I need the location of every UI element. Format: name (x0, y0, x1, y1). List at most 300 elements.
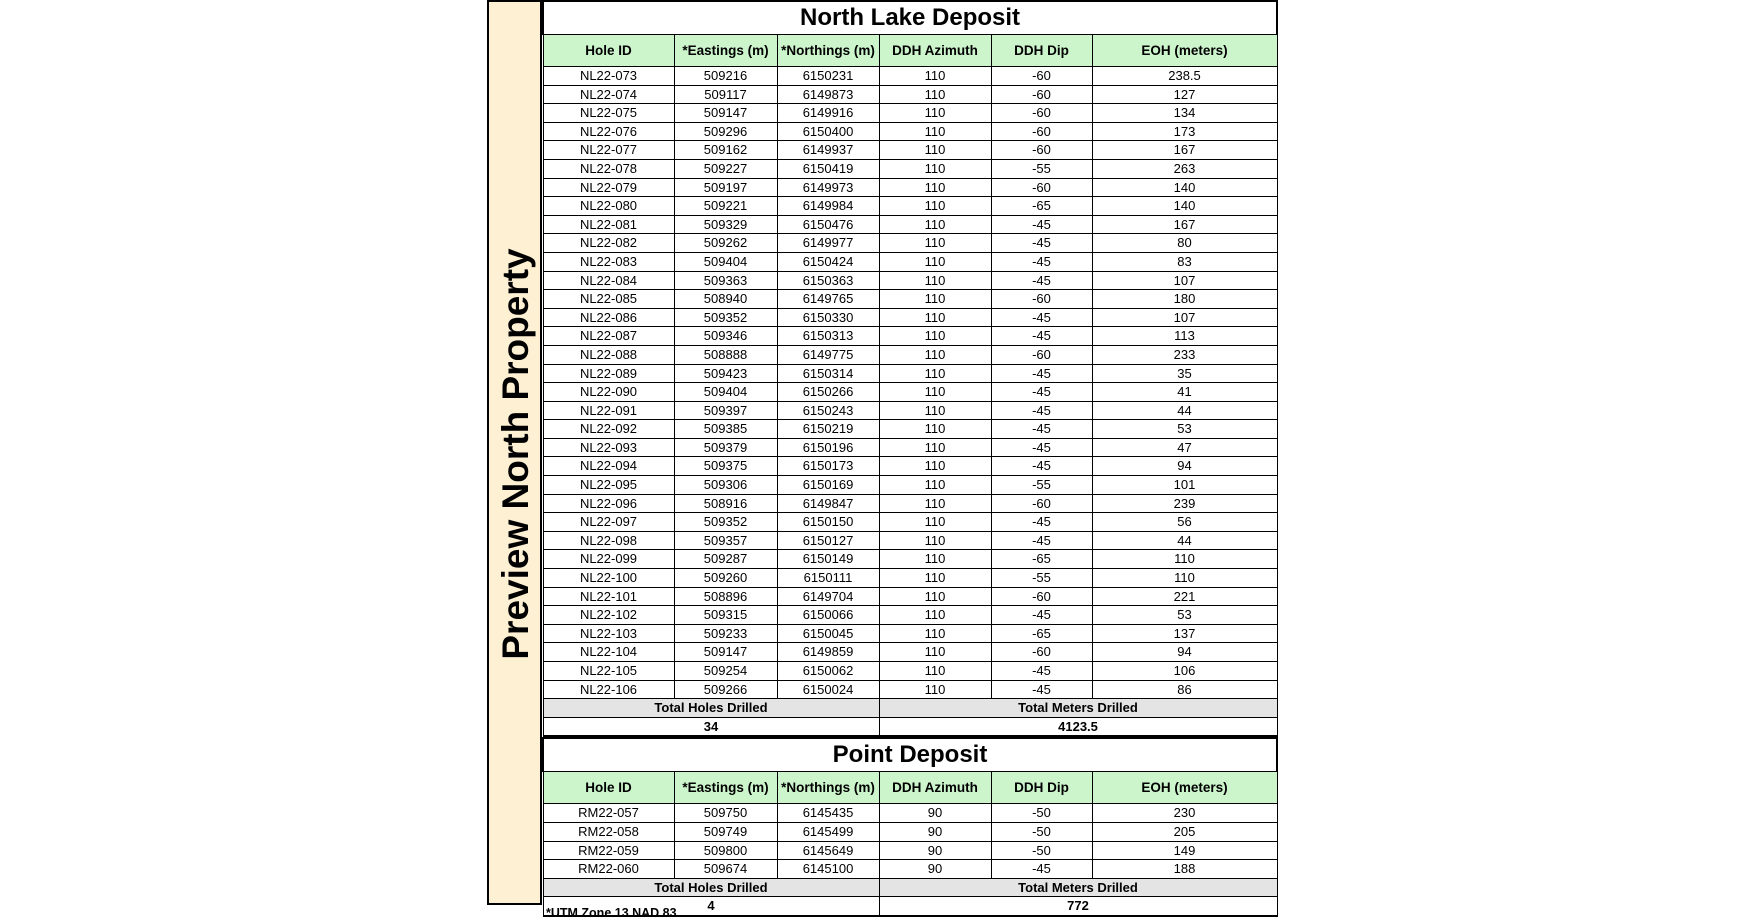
table-cell: 6149873 (777, 85, 879, 104)
table-cell: RM22-060 (543, 860, 674, 879)
column-header: EOH (meters) (1092, 35, 1277, 67)
table-row (543, 860, 1277, 879)
total-meters-label: Total Meters Drilled (879, 699, 1277, 718)
table-cell: 6149847 (777, 494, 879, 513)
table-cell: 110 (879, 494, 991, 513)
table-cell: 90 (879, 841, 991, 860)
table-cell: 110 (879, 476, 991, 495)
table-cell: NL22-095 (543, 476, 674, 495)
table-cell: NL22-086 (543, 308, 674, 327)
table-cell: RM22-057 (543, 804, 674, 823)
table-cell: 6150266 (777, 383, 879, 402)
table-cell: -45 (991, 438, 1092, 457)
table-cell: 110 (879, 85, 991, 104)
table-cell: 110 (879, 624, 991, 643)
table-cell: -60 (991, 494, 1092, 513)
table-cell: 509674 (674, 860, 777, 879)
total-holes-value: 4 (543, 897, 879, 916)
point-table (542, 737, 1278, 917)
table-cell: -45 (991, 364, 1092, 383)
column-header: DDH Dip (991, 35, 1092, 67)
table-cell: 6150173 (777, 457, 879, 476)
table-row (543, 569, 1277, 588)
column-header: Hole ID (543, 35, 674, 67)
table-cell: NL22-096 (543, 494, 674, 513)
table-row (543, 494, 1277, 513)
table-cell: 509357 (674, 531, 777, 550)
table-cell: 509404 (674, 252, 777, 271)
table-cell: 140 (1092, 197, 1277, 216)
table-cell: NL22-094 (543, 457, 674, 476)
table-cell: -65 (991, 624, 1092, 643)
table-cell: 6145435 (777, 804, 879, 823)
table-cell: -45 (991, 252, 1092, 271)
table-cell: -55 (991, 159, 1092, 178)
total-holes-label: Total Holes Drilled (543, 878, 879, 897)
table-cell: 509254 (674, 662, 777, 681)
table-cell: -50 (991, 841, 1092, 860)
footnote-text: *UTM Zone 13 NAD 83 (546, 906, 677, 920)
side-title-band (487, 0, 542, 905)
table-row (543, 215, 1277, 234)
table-cell: -45 (991, 401, 1092, 420)
table-cell: NL22-081 (543, 215, 674, 234)
table-cell: 6149859 (777, 643, 879, 662)
table-cell: 6149937 (777, 141, 879, 160)
table-row (543, 587, 1277, 606)
table-cell: -60 (991, 122, 1092, 141)
table-cell: NL22-092 (543, 420, 674, 439)
table-cell: NL22-079 (543, 178, 674, 197)
table-cell: 107 (1092, 308, 1277, 327)
table-row (543, 662, 1277, 681)
table-cell: 509329 (674, 215, 777, 234)
table-cell: -45 (991, 531, 1092, 550)
table-row (543, 531, 1277, 550)
table-cell: 6150062 (777, 662, 879, 681)
table-cell: NL22-084 (543, 271, 674, 290)
table-row (543, 85, 1277, 104)
table-cell: -45 (991, 513, 1092, 532)
table-cell: 509363 (674, 271, 777, 290)
table-row (543, 271, 1277, 290)
point-header-row (543, 772, 1277, 804)
table-cell: 80 (1092, 234, 1277, 253)
table-cell: 101 (1092, 476, 1277, 495)
table-cell: 110 (879, 234, 991, 253)
table-cell: 509423 (674, 364, 777, 383)
table-cell: -65 (991, 197, 1092, 216)
table-row (543, 178, 1277, 197)
table-cell: 6150363 (777, 271, 879, 290)
table-cell: -45 (991, 680, 1092, 699)
table-cell: 6150045 (777, 624, 879, 643)
table-cell: -60 (991, 290, 1092, 309)
table-row (543, 234, 1277, 253)
table-cell: 509379 (674, 438, 777, 457)
column-header: DDH Dip (991, 772, 1092, 804)
table-cell: 509750 (674, 804, 777, 823)
table-cell: 239 (1092, 494, 1277, 513)
table-cell: NL22-085 (543, 290, 674, 309)
total-holes-value: 34 (543, 717, 879, 736)
table-cell: 508896 (674, 587, 777, 606)
table-cell: 509216 (674, 67, 777, 86)
table-cell: 110 (1092, 569, 1277, 588)
table-row (543, 67, 1277, 86)
table-cell: 6150219 (777, 420, 879, 439)
table-row (543, 252, 1277, 271)
table-cell: 509197 (674, 178, 777, 197)
table-cell: 6150066 (777, 606, 879, 625)
table-cell: 6149704 (777, 587, 879, 606)
table-cell: RM22-058 (543, 822, 674, 841)
table-cell: 509233 (674, 624, 777, 643)
table-cell: -60 (991, 67, 1092, 86)
table-row (543, 643, 1277, 662)
table-cell: NL22-101 (543, 587, 674, 606)
table-cell: 6150313 (777, 327, 879, 346)
table-row (543, 364, 1277, 383)
table-cell: 110 (879, 457, 991, 476)
table-cell: 6150231 (777, 67, 879, 86)
table-cell: 6149977 (777, 234, 879, 253)
table-cell: 6145649 (777, 841, 879, 860)
table-cell: NL22-087 (543, 327, 674, 346)
table-cell: 110 (879, 215, 991, 234)
table-cell: 140 (1092, 178, 1277, 197)
table-row (543, 841, 1277, 860)
table-cell: 221 (1092, 587, 1277, 606)
table-cell: -45 (991, 234, 1092, 253)
table-cell: 6145499 (777, 822, 879, 841)
table-cell: 6149916 (777, 104, 879, 123)
table-cell: 509287 (674, 550, 777, 569)
table-cell: 508940 (674, 290, 777, 309)
table-cell: -50 (991, 804, 1092, 823)
table-cell: NL22-105 (543, 662, 674, 681)
table-cell: 110 (879, 606, 991, 625)
table-cell: NL22-073 (543, 67, 674, 86)
table-cell: -60 (991, 643, 1092, 662)
table-row (543, 457, 1277, 476)
table-cell: 509296 (674, 122, 777, 141)
side-title: Preview North Property (495, 248, 536, 660)
table-row (543, 122, 1277, 141)
table-cell: 6149973 (777, 178, 879, 197)
table-cell: 110 (879, 587, 991, 606)
table-cell: 44 (1092, 531, 1277, 550)
point-title: Point Deposit (543, 738, 1277, 772)
table-row (543, 624, 1277, 643)
table-cell: -45 (991, 271, 1092, 290)
table-cell: -45 (991, 662, 1092, 681)
drill-results-sheet (487, 0, 1276, 920)
table-cell: 127 (1092, 85, 1277, 104)
table-cell: NL22-091 (543, 401, 674, 420)
table-cell: 167 (1092, 215, 1277, 234)
table-cell: 509800 (674, 841, 777, 860)
table-cell: 509385 (674, 420, 777, 439)
table-cell: 35 (1092, 364, 1277, 383)
table-cell: 230 (1092, 804, 1277, 823)
table-cell: 90 (879, 804, 991, 823)
table-cell: 47 (1092, 438, 1277, 457)
table-cell: 6150476 (777, 215, 879, 234)
table-cell: 90 (879, 860, 991, 879)
table-cell: 110 (879, 420, 991, 439)
table-cell: NL22-076 (543, 122, 674, 141)
column-header: Hole ID (543, 772, 674, 804)
table-cell: 83 (1092, 252, 1277, 271)
table-cell: 509352 (674, 513, 777, 532)
table-row (543, 104, 1277, 123)
total-meters-label: Total Meters Drilled (879, 878, 1277, 897)
table-cell: 110 (879, 643, 991, 662)
table-cell: 106 (1092, 662, 1277, 681)
column-header: DDH Azimuth (879, 772, 991, 804)
table-cell: 110 (879, 141, 991, 160)
table-cell: 6150196 (777, 438, 879, 457)
column-header: DDH Azimuth (879, 35, 991, 67)
table-cell: NL22-103 (543, 624, 674, 643)
table-row (543, 383, 1277, 402)
tables-area (542, 0, 1276, 917)
table-cell: 509221 (674, 197, 777, 216)
table-cell: 6150150 (777, 513, 879, 532)
table-cell: 180 (1092, 290, 1277, 309)
table-cell: 110 (879, 271, 991, 290)
table-cell: -60 (991, 141, 1092, 160)
table-cell: 6150111 (777, 569, 879, 588)
table-row (543, 606, 1277, 625)
table-cell: 205 (1092, 822, 1277, 841)
table-cell: -60 (991, 104, 1092, 123)
table-cell: NL22-099 (543, 550, 674, 569)
table-cell: 509227 (674, 159, 777, 178)
table-cell: 110 (879, 197, 991, 216)
table-cell: 6150024 (777, 680, 879, 699)
table-cell: 110 (879, 383, 991, 402)
table-cell: 509162 (674, 141, 777, 160)
table-cell: NL22-102 (543, 606, 674, 625)
table-cell: 44 (1092, 401, 1277, 420)
table-row (543, 141, 1277, 160)
table-cell: 110 (879, 308, 991, 327)
table-cell: -45 (991, 860, 1092, 879)
table-cell: 509749 (674, 822, 777, 841)
table-cell: 110 (879, 122, 991, 141)
table-cell: 41 (1092, 383, 1277, 402)
table-cell: -45 (991, 383, 1092, 402)
table-cell: 110 (879, 569, 991, 588)
table-row (543, 197, 1277, 216)
table-cell: 233 (1092, 345, 1277, 364)
table-cell: 188 (1092, 860, 1277, 879)
table-cell: 110 (879, 364, 991, 383)
table-cell: NL22-090 (543, 383, 674, 402)
north-lake-totals-value-row (543, 717, 1277, 736)
table-cell: 137 (1092, 624, 1277, 643)
table-cell: 113 (1092, 327, 1277, 346)
table-cell: 110 (879, 327, 991, 346)
table-row (543, 401, 1277, 420)
point-totals-label-row (543, 878, 1277, 897)
table-cell: 134 (1092, 104, 1277, 123)
table-cell: 6150149 (777, 550, 879, 569)
table-cell: -55 (991, 476, 1092, 495)
table-row (543, 290, 1277, 309)
north-lake-totals-label-row (543, 699, 1277, 718)
table-cell: NL22-104 (543, 643, 674, 662)
table-row (543, 420, 1277, 439)
table-cell: NL22-078 (543, 159, 674, 178)
table-cell: 6145100 (777, 860, 879, 879)
table-row (543, 159, 1277, 178)
table-cell: -50 (991, 822, 1092, 841)
table-cell: 6150424 (777, 252, 879, 271)
table-cell: 149 (1092, 841, 1277, 860)
footnote (542, 903, 1276, 923)
table-cell: 238.5 (1092, 67, 1277, 86)
table-cell: 110 (879, 401, 991, 420)
table-cell: 110 (879, 345, 991, 364)
table-cell: NL22-075 (543, 104, 674, 123)
table-cell: -60 (991, 85, 1092, 104)
column-header: *Northings (m) (777, 35, 879, 67)
table-cell: 6150314 (777, 364, 879, 383)
table-cell: 53 (1092, 420, 1277, 439)
table-row (543, 513, 1277, 532)
table-cell: 509147 (674, 643, 777, 662)
table-row (543, 345, 1277, 364)
table-cell: -60 (991, 345, 1092, 364)
table-cell: 6150243 (777, 401, 879, 420)
table-cell: 509262 (674, 234, 777, 253)
table-row (543, 804, 1277, 823)
table-row (543, 680, 1277, 699)
table-cell: 509346 (674, 327, 777, 346)
table-cell: 110 (879, 252, 991, 271)
table-cell: 110 (879, 438, 991, 457)
table-cell: NL22-089 (543, 364, 674, 383)
table-cell: 509147 (674, 104, 777, 123)
table-cell: 110 (879, 178, 991, 197)
column-header: *Eastings (m) (674, 772, 777, 804)
table-cell: RM22-059 (543, 841, 674, 860)
north-lake-table (542, 0, 1278, 737)
table-cell: -60 (991, 587, 1092, 606)
table-cell: 509397 (674, 401, 777, 420)
table-cell: 509375 (674, 457, 777, 476)
table-cell: 6150400 (777, 122, 879, 141)
table-cell: NL22-074 (543, 85, 674, 104)
table-row (543, 308, 1277, 327)
table-cell: 509266 (674, 680, 777, 699)
table-cell: NL22-082 (543, 234, 674, 253)
column-header: EOH (meters) (1092, 772, 1277, 804)
total-meters-value: 4123.5 (879, 717, 1277, 736)
table-cell: 110 (879, 290, 991, 309)
table-cell: 509315 (674, 606, 777, 625)
total-meters-value: 772 (879, 897, 1277, 916)
table-cell: 53 (1092, 606, 1277, 625)
table-cell: 110 (879, 159, 991, 178)
table-row (543, 438, 1277, 457)
table-cell: 6150419 (777, 159, 879, 178)
table-cell: 6150127 (777, 531, 879, 550)
table-row (543, 822, 1277, 841)
table-cell: 110 (879, 680, 991, 699)
table-cell: 94 (1092, 643, 1277, 662)
table-cell: 509260 (674, 569, 777, 588)
table-cell: -45 (991, 606, 1092, 625)
table-row (543, 327, 1277, 346)
table-cell: 508888 (674, 345, 777, 364)
table-cell: 173 (1092, 122, 1277, 141)
table-cell: -55 (991, 569, 1092, 588)
table-cell: 94 (1092, 457, 1277, 476)
table-cell: 6149984 (777, 197, 879, 216)
north-lake-title: North Lake Deposit (543, 1, 1277, 35)
column-header: *Northings (m) (777, 772, 879, 804)
table-cell: NL22-106 (543, 680, 674, 699)
table-cell: -65 (991, 550, 1092, 569)
table-cell: -45 (991, 308, 1092, 327)
table-cell: 508916 (674, 494, 777, 513)
column-header: *Eastings (m) (674, 35, 777, 67)
table-cell: NL22-080 (543, 197, 674, 216)
total-holes-label: Total Holes Drilled (543, 699, 879, 718)
table-cell: 6150330 (777, 308, 879, 327)
table-cell: 509306 (674, 476, 777, 495)
table-cell: 110 (879, 550, 991, 569)
table-cell: -45 (991, 420, 1092, 439)
table-cell: 110 (879, 513, 991, 532)
table-cell: NL22-097 (543, 513, 674, 532)
table-cell: 90 (879, 822, 991, 841)
north-lake-header-row (543, 35, 1277, 67)
table-cell: -45 (991, 215, 1092, 234)
table-cell: 86 (1092, 680, 1277, 699)
table-cell: -45 (991, 327, 1092, 346)
table-cell: NL22-098 (543, 531, 674, 550)
table-cell: NL22-083 (543, 252, 674, 271)
table-row (543, 550, 1277, 569)
table-cell: NL22-100 (543, 569, 674, 588)
table-cell: NL22-088 (543, 345, 674, 364)
table-cell: 6150169 (777, 476, 879, 495)
table-cell: 509404 (674, 383, 777, 402)
table-cell: 110 (879, 67, 991, 86)
table-cell: -45 (991, 457, 1092, 476)
table-cell: 110 (879, 662, 991, 681)
table-cell: 509117 (674, 85, 777, 104)
table-row (543, 476, 1277, 495)
table-cell: 263 (1092, 159, 1277, 178)
table-cell: 56 (1092, 513, 1277, 532)
table-cell: -60 (991, 178, 1092, 197)
table-cell: 6149765 (777, 290, 879, 309)
table-cell: 110 (1092, 550, 1277, 569)
table-cell: 110 (879, 531, 991, 550)
table-cell: 167 (1092, 141, 1277, 160)
table-cell: 509352 (674, 308, 777, 327)
table-cell: 110 (879, 104, 991, 123)
table-cell: NL22-093 (543, 438, 674, 457)
table-cell: 107 (1092, 271, 1277, 290)
table-cell: 6149775 (777, 345, 879, 364)
